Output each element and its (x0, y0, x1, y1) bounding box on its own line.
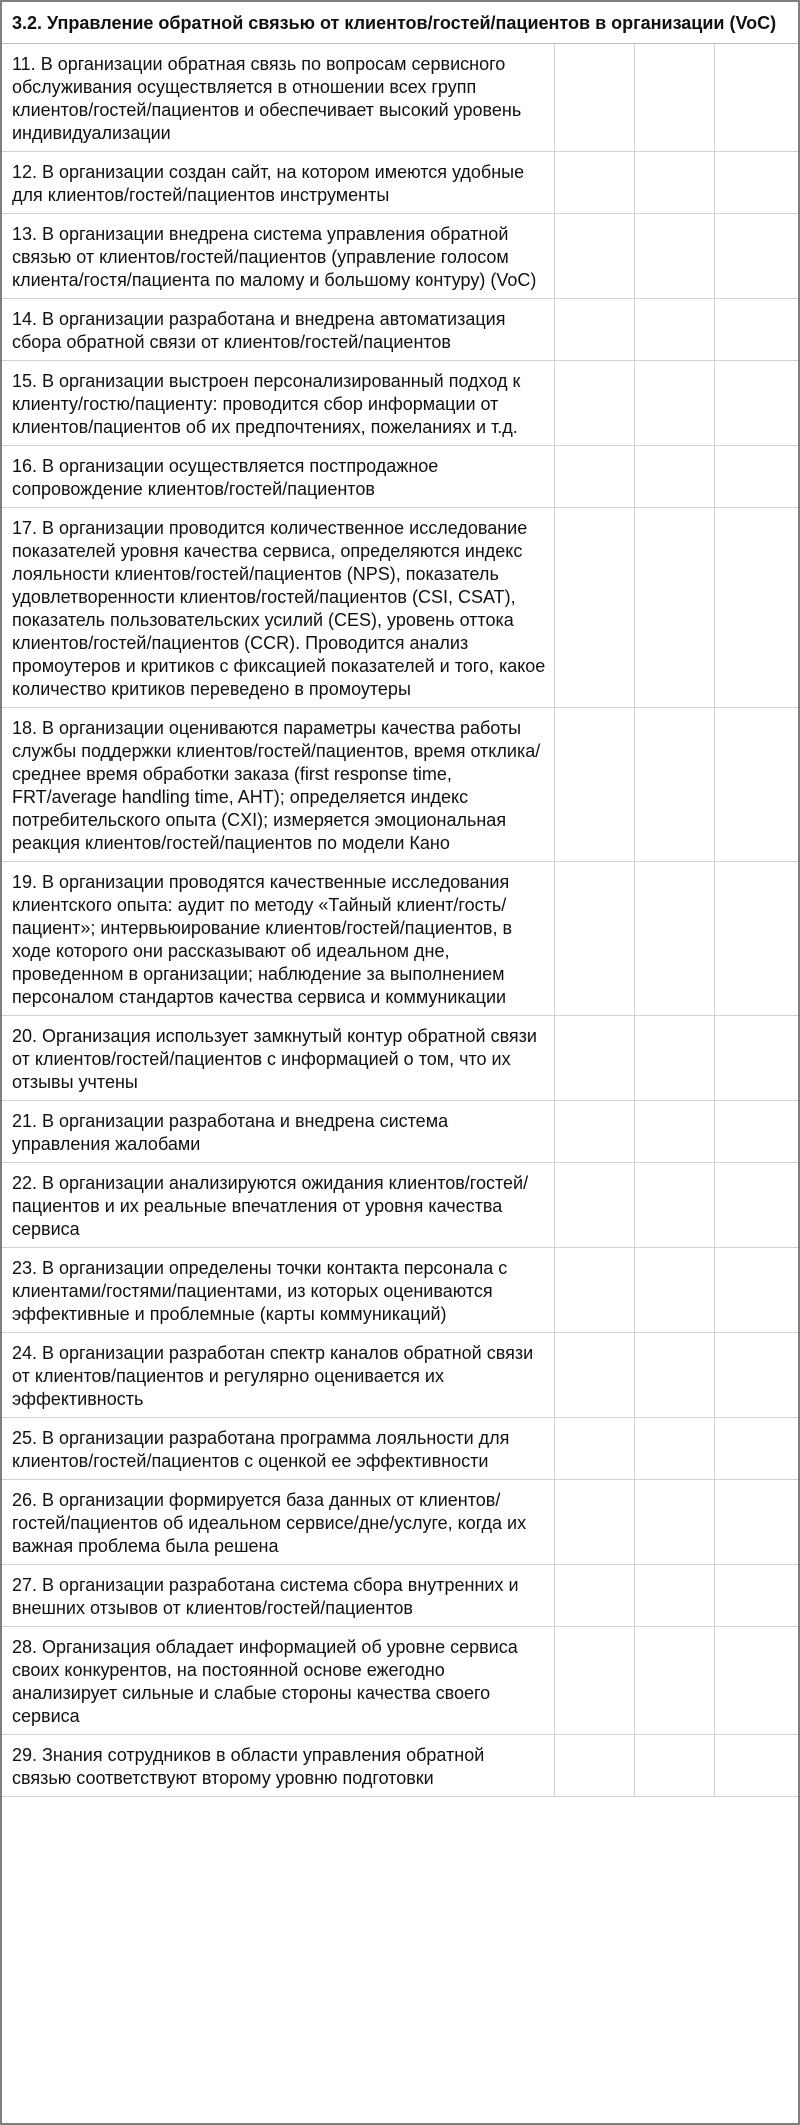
question-row (2, 361, 798, 446)
question-row (2, 1735, 798, 1797)
answer-cell-1[interactable] (554, 44, 634, 152)
answer-cell-1[interactable] (554, 1101, 634, 1163)
answer-cell-2[interactable] (634, 299, 714, 361)
question-row (2, 1163, 798, 1248)
question-text: 20. Организация использует замкнутый контур обратной связи от клиентов/гостей/пациентов с информацией о том, что их отзывы учтены (2, 1016, 554, 1101)
answer-cell-2[interactable] (634, 361, 714, 446)
question-row (2, 1627, 798, 1735)
question-text: 27. В организации разработана система сбора внутренних и внешних отзывов от клиентов/гостей/пациентов (2, 1565, 554, 1627)
question-row (2, 44, 798, 152)
question-row (2, 1333, 798, 1418)
question-text: 16. В организации осуществляется постпродажное сопровождение клиентов/гостей/пациентов (2, 446, 554, 508)
question-row (2, 862, 798, 1016)
answer-cell-3[interactable] (714, 214, 798, 299)
answer-cell-1[interactable] (554, 1016, 634, 1101)
answer-cell-2[interactable] (634, 152, 714, 214)
answer-cell-2[interactable] (634, 862, 714, 1016)
answer-cell-3[interactable] (714, 1333, 798, 1418)
question-text: 21. В организации разработана и внедрена система управления жалобами (2, 1101, 554, 1163)
question-text: 13. В организации внедрена система управления обратной связью от клиентов/гостей/пациентов (управление голосом клиента/гостя/пациента по малому и большому контуру) (VoC) (2, 214, 554, 299)
answer-cell-2[interactable] (634, 1735, 714, 1797)
answer-cell-2[interactable] (634, 1248, 714, 1333)
question-text: 17. В организации проводится количественное исследование показателей уровня качества сервиса, определяются индекс лояльности клиентов/гостей/пациентов (NPS), показатель удовлетворенности клиентов/гостей/пациентов (CSI, CSAT), показатель пользовательских усилий (CES), уровень оттока клиентов/гостей/пациентов (CCR). Проводится анализ промоутеров и критиков с фиксацией показателей и того, какое количество критиков переведено в промоутеры (2, 508, 554, 708)
question-text: 11. В организации обратная связь по вопросам сервисного обслуживания осуществляется в отношении всех групп клиентов/гостей/пациентов и обеспечивает высокий уровень индивидуализации (2, 44, 554, 152)
answer-cell-3[interactable] (714, 1101, 798, 1163)
question-text: 28. Организация обладает информацией об уровне сервиса своих конкурентов, на постоянной основе ежегодно анализирует сильные и слабые стороны качества своего сервиса (2, 1627, 554, 1735)
answer-cell-1[interactable] (554, 1248, 634, 1333)
question-row (2, 1480, 798, 1565)
question-text: 24. В организации разработан спектр каналов обратной связи от клиентов/пациентов и регулярно оценивается их эффективность (2, 1333, 554, 1418)
section-title: 3.2. Управление обратной связью от клиентов/гостей/пациентов в организации (VoC) (2, 2, 798, 44)
answer-cell-1[interactable] (554, 152, 634, 214)
answer-cell-2[interactable] (634, 44, 714, 152)
answer-cell-2[interactable] (634, 1333, 714, 1418)
answer-cell-1[interactable] (554, 508, 634, 708)
answer-cell-2[interactable] (634, 1565, 714, 1627)
answer-cell-3[interactable] (714, 1016, 798, 1101)
question-text: 22. В организации анализируются ожидания клиентов/гостей/пациентов и их реальные впечатления от уровня качества сервиса (2, 1163, 554, 1248)
answer-cell-1[interactable] (554, 1627, 634, 1735)
answer-cell-3[interactable] (714, 862, 798, 1016)
answer-cell-1[interactable] (554, 1565, 634, 1627)
answer-cell-1[interactable] (554, 1333, 634, 1418)
answer-cell-2[interactable] (634, 1480, 714, 1565)
question-row (2, 152, 798, 214)
survey-table (2, 2, 798, 1797)
answer-cell-1[interactable] (554, 446, 634, 508)
question-text: 29. Знания сотрудников в области управления обратной связью соответствуют второму уровню подготовки (2, 1735, 554, 1797)
answer-cell-1[interactable] (554, 361, 634, 446)
answer-cell-3[interactable] (714, 1735, 798, 1797)
answer-cell-1[interactable] (554, 1418, 634, 1480)
question-text: 25. В организации разработана программа лояльности для клиентов/гостей/пациентов с оценкой ее эффективности (2, 1418, 554, 1480)
answer-cell-1[interactable] (554, 708, 634, 862)
answer-cell-3[interactable] (714, 708, 798, 862)
answer-cell-2[interactable] (634, 508, 714, 708)
answer-cell-3[interactable] (714, 361, 798, 446)
answer-cell-1[interactable] (554, 862, 634, 1016)
question-text: 12. В организации создан сайт, на котором имеются удобные для клиентов/гостей/пациентов инструменты (2, 152, 554, 214)
answer-cell-2[interactable] (634, 1101, 714, 1163)
question-row (2, 1248, 798, 1333)
question-row (2, 1418, 798, 1480)
answer-cell-2[interactable] (634, 446, 714, 508)
question-text: 18. В организации оцениваются параметры качества работы службы поддержки клиентов/гостей/пациентов, время отклика/среднее время обработки заказа (first response time, FRT/average handling time, AHT); определяется индекс потребительского опыта (CXI); измеряется эмоциональная реакция клиентов/гостей/пациентов по модели Кано (2, 708, 554, 862)
question-row (2, 446, 798, 508)
answer-cell-3[interactable] (714, 1565, 798, 1627)
answer-cell-3[interactable] (714, 1163, 798, 1248)
question-text: 26. В организации формируется база данных от клиентов/гостей/пациентов об идеальном сервисе/дне/услуге, когда их важная проблема была решена (2, 1480, 554, 1565)
question-text: 14. В организации разработана и внедрена автоматизация сбора обратной связи от клиентов/гостей/пациентов (2, 299, 554, 361)
section-header-row (2, 2, 798, 44)
question-text: 15. В организации выстроен персонализированный подход к клиенту/гостю/пациенту: проводится сбор информации от клиентов/пациентов об их предпочтениях, пожеланиях и т.д. (2, 361, 554, 446)
answer-cell-1[interactable] (554, 299, 634, 361)
answer-cell-3[interactable] (714, 1418, 798, 1480)
answer-cell-3[interactable] (714, 152, 798, 214)
answer-cell-2[interactable] (634, 1627, 714, 1735)
answer-cell-2[interactable] (634, 1418, 714, 1480)
answer-cell-2[interactable] (634, 1016, 714, 1101)
answer-cell-2[interactable] (634, 708, 714, 862)
question-row (2, 1016, 798, 1101)
question-row (2, 299, 798, 361)
answer-cell-1[interactable] (554, 214, 634, 299)
answer-cell-3[interactable] (714, 44, 798, 152)
answer-cell-3[interactable] (714, 508, 798, 708)
question-row (2, 1565, 798, 1627)
answer-cell-3[interactable] (714, 1627, 798, 1735)
question-row (2, 1101, 798, 1163)
answer-cell-3[interactable] (714, 299, 798, 361)
answer-cell-3[interactable] (714, 1248, 798, 1333)
answer-cell-1[interactable] (554, 1163, 634, 1248)
question-row (2, 708, 798, 862)
answer-cell-1[interactable] (554, 1480, 634, 1565)
answer-cell-1[interactable] (554, 1735, 634, 1797)
question-row (2, 508, 798, 708)
question-text: 19. В организации проводятся качественные исследования клиентского опыта: аудит по методу «Тайный клиент/гость/пациент»; интервьюирование клиентов/гостей/пациентов, в ходе которого они рассказывают об идеальном дне, проведенном в организации; наблюдение за выполнением персоналом стандартов качества сервиса и коммуникации (2, 862, 554, 1016)
answer-cell-3[interactable] (714, 1480, 798, 1565)
answer-cell-2[interactable] (634, 214, 714, 299)
answer-cell-3[interactable] (714, 446, 798, 508)
question-row (2, 214, 798, 299)
question-text: 23. В организации определены точки контакта персонала с клиентами/гостями/пациентами, из которых оцениваются эффективные и проблемные (карты коммуникаций) (2, 1248, 554, 1333)
answer-cell-2[interactable] (634, 1163, 714, 1248)
